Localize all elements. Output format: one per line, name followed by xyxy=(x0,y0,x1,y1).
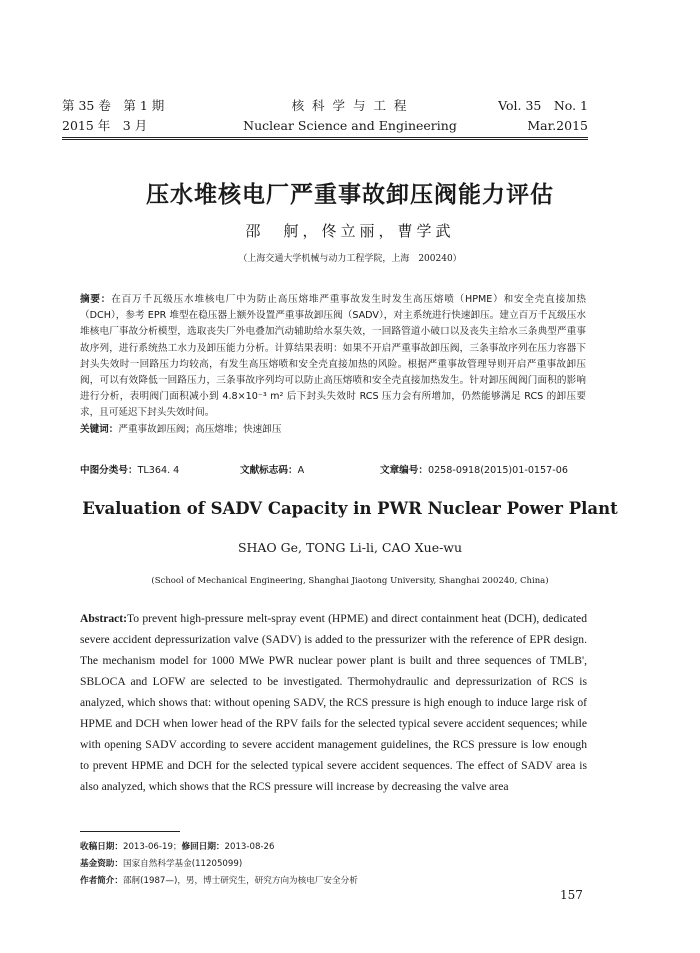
page-number: 157 xyxy=(560,888,583,902)
header-volume-en: Vol. 35 No. 1 xyxy=(498,98,588,113)
header-rule-top xyxy=(62,137,588,138)
header-date-cn: 2015 年 3 月 xyxy=(62,118,148,133)
header-rule-bottom xyxy=(62,139,588,140)
header-journal-cn: 核 科 学 与 工 程 xyxy=(291,98,409,113)
english-abstract xyxy=(80,608,587,797)
chinese-authors: 邵 舸，佟立丽，曹学武 xyxy=(245,222,455,240)
chinese-abstract-text: 在百万千瓦级压水堆核电厂中为防止高压熔堆严重事故发生时发生高压熔喷（HPME）和安全壳直接加热（DCH），参考 EPR 堆型在稳压器上额外设置严重事故卸压阀（SADV），对主系统进行快速卸压。建立百万千瓦级压水堆核电厂事故分析模型，选取丧失厂外电叠加汽动辅助给水泵失效，一回路管道小破口以及丧失主给水三条典型严重事故序列，进行系统热工水力及卸压能力分析。计算结果表明：如果不开启严重事故卸压阀，三条事故序列在压力容器下封头失效时一回路压力均较高，有发生高压熔喷和安全壳直接加热的风险。根据严重事故管理导则开启严重事故卸压阀，可以有效降低一回路压力，三条事故序列均可以防止高压熔喷和安全壳直接加热发生。针对卸压阀阀门面积的影响进行分析，表明阀门面积减小到 4.8×10⁻³ m² 后下封头失效时 RCS 压力会有所增加，仍然能够满足 RCS 的卸压要求，且可延迟下封头失效时间。 xyxy=(80,294,586,419)
english-affiliation: (School of Mechanical Engineering, Shanghai Jiaotong University, Shanghai 200240, China) xyxy=(151,576,549,586)
header-volume-cn: 第 35 卷 第 1 期 xyxy=(62,98,165,113)
article-number: 文章编号：0258-0918(2015)01-0157-06 xyxy=(380,465,568,476)
footnote-rule xyxy=(80,831,180,832)
english-authors: SHAO Ge, TONG Li-li, CAO Xue-wu xyxy=(237,540,463,555)
chinese-keywords-label: 关键词： xyxy=(80,423,119,435)
chinese-abstract-label: 摘要： xyxy=(80,294,112,305)
footnote-fund: 基金资助：国家自然科学基金(11205099) xyxy=(80,859,243,869)
header-journal-en: Nuclear Science and Engineering xyxy=(243,118,457,133)
header-date-en: Mar.2015 xyxy=(527,118,588,133)
english-abstract-label: Abstract: xyxy=(80,612,128,625)
english-title: Evaluation of SADV Capacity in PWR Nuclear Power Plant xyxy=(82,499,618,518)
chinese-affiliation: （上海交通大学机械与动力工程学院，上海 200240） xyxy=(238,254,462,264)
footnote-dates: 收稿日期：2013-06-19；修回日期：2013-08-26 xyxy=(80,842,275,852)
document-code: 文献标志码：A xyxy=(240,465,305,476)
clc-number: 中图分类号：TL364. 4 xyxy=(80,465,180,476)
chinese-keywords: 严重事故卸压阀；高压熔堆；快速卸压 xyxy=(118,423,282,435)
footnote-author: 作者简介：邵舸(1987—)，男，博士研究生，研究方向为核电厂安全分析 xyxy=(80,876,358,886)
english-abstract-text: To prevent high-pressure melt-spray event (HPME) and direct containment heat (DCH), dedicated severe accident depressurization valve (SADV) is added to the pressurizer with the reference of EPR design. The mechanism model for 1000 MWe PWR nuclear power plant is built and three sequences of TMLB', SBLOCA and LOFW are selected to be investigated. Thermohydraulic and depressurization of RCS is analyzed, which shows that: without opening SADV, the RCS pressure is high enough to induce large risk of HPME and DCH when lower head of the RPV fails for the selected typical severe accident sequences; while with opening SADV according to severe accident management guidelines, the RCS pressure is low enough to prevent HPME and DCH for the selected typical severe accident sequences. The effect of SADV area is also analyzed, which shows that the RCS pressure will increase by decreasing the valve area xyxy=(80,612,587,793)
chinese-title: 压水堆核电厂严重事故卸压阀能力评估 xyxy=(146,182,554,208)
chinese-abstract xyxy=(80,292,586,438)
